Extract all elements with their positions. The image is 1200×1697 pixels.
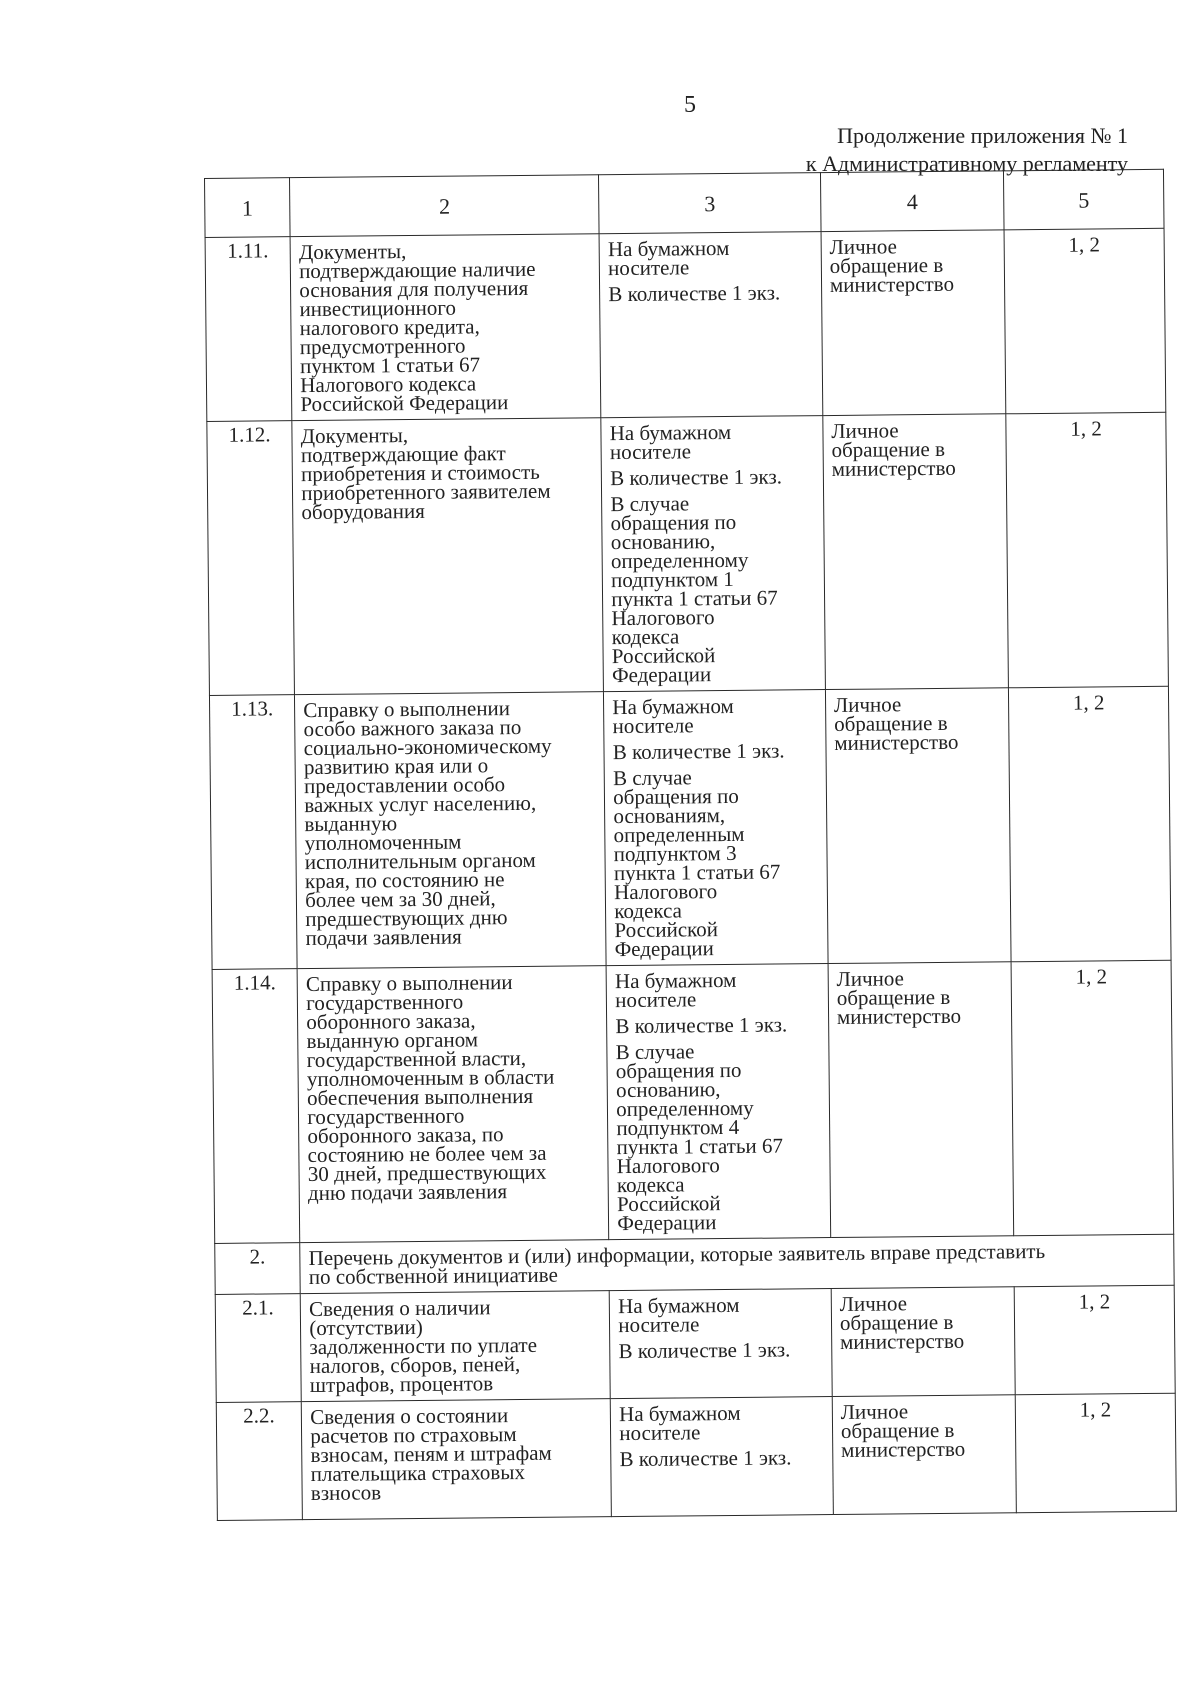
document-name-line: (отсутствии) — [309, 1314, 423, 1341]
code-values: 1, 2 — [1009, 686, 1171, 962]
submission-method — [823, 414, 1009, 690]
table-row — [216, 1393, 1176, 1520]
submission-method-line: обращение в — [839, 1309, 954, 1335]
quantity: В количестве 1 экз. — [608, 280, 781, 307]
submission-method-line: министерство — [840, 1436, 966, 1462]
quantity: В количестве 1 экз. — [612, 738, 785, 765]
document-name-line: штрафов, процентов — [309, 1371, 494, 1398]
document-name-line: государственного — [307, 1103, 465, 1130]
quantity: В количестве 1 экз. — [615, 1012, 788, 1039]
condition-note-line: основанию, — [615, 1077, 721, 1103]
header-cell: 2 — [290, 175, 600, 237]
document-name-line: Налогового кодекса — [300, 371, 477, 398]
document-name-line: налогового кредита, — [299, 314, 480, 341]
code-values: 1, 2 — [1006, 412, 1168, 688]
code-values: 1, 2 — [1004, 228, 1166, 414]
submission-form-line: На бумажном — [612, 693, 734, 720]
document-name-line: Справку о выполнении — [305, 970, 513, 997]
document-name-line: предусмотренного — [299, 333, 466, 360]
header-cell: 3 — [599, 173, 821, 234]
quantity: В количестве 1 экз. — [619, 1445, 792, 1472]
section-row — [215, 1234, 1174, 1294]
condition-note-line: определенному — [616, 1095, 754, 1122]
document-name-line: состоянию не более чем за — [307, 1140, 547, 1168]
row-number: 2.1. — [215, 1294, 301, 1403]
document-name — [301, 1399, 611, 1520]
document-name-line: уполномоченным — [304, 829, 462, 856]
document-name-line: инвестиционного — [299, 295, 457, 322]
section-title-line: Перечень документов и (или) информации, которые заявитель вправе представить — [308, 1238, 1046, 1271]
document-name-line: государственного — [306, 989, 464, 1016]
document-name — [292, 418, 604, 695]
document-name-line: важных услуг населению, — [304, 790, 537, 818]
document-name-line: развитию края или о — [303, 753, 489, 780]
row-number: 1.14. — [212, 969, 300, 1244]
submission-form — [606, 964, 830, 1240]
document-name-line: Российской Федерации — [300, 390, 509, 417]
condition-note-line: подпунктом 1 — [610, 566, 734, 593]
submission-form-line: носителе — [612, 713, 694, 739]
condition-note-line: обращения по — [610, 509, 737, 536]
submission-form — [609, 1289, 832, 1399]
condition-note-line: Российской — [616, 1191, 721, 1217]
submission-method-line: министерство — [839, 1328, 965, 1354]
condition-note-line: В случае — [615, 1039, 695, 1065]
header-cell: 5 — [1004, 169, 1164, 230]
condition-note-line: Налогового — [611, 605, 715, 631]
condition-note-line: подпунктом 4 — [616, 1114, 740, 1141]
document-name-line: приобретенного заявителем — [301, 478, 551, 506]
condition-note-line: В случае — [610, 491, 690, 517]
document-name-line: выданную — [304, 811, 398, 837]
table-row — [207, 412, 1169, 695]
submission-method — [821, 230, 1006, 416]
condition-note-line: пункта 1 статьи 67 — [611, 585, 778, 612]
condition-note-line: определенному — [610, 547, 749, 574]
document-name-line: предоставлении особо — [303, 772, 506, 799]
page-number: 5 — [684, 92, 696, 118]
document-name-line: расчетов по страховым — [310, 1422, 517, 1449]
section-number: 2. — [215, 1243, 301, 1295]
condition-note-line: основанию, — [610, 529, 716, 555]
document-name-line: дню подачи заявления — [307, 1179, 508, 1206]
header-cell: 1 — [205, 178, 291, 238]
submission-form-line: На бумажном — [609, 419, 732, 446]
document-name-line: Сведения о наличии — [308, 1295, 491, 1322]
submission-form-line: носителе — [609, 439, 692, 465]
condition-note-line: В случае — [612, 765, 692, 791]
document-name-line: уполномоченным в области — [306, 1064, 555, 1092]
condition-note-line: Налогового — [616, 1153, 720, 1179]
submission-method-line: министерство — [834, 729, 959, 755]
document-name-line: исполнительным органом — [304, 847, 536, 875]
condition-note-line: определенным — [613, 821, 745, 848]
condition-note-line: пункта 1 статьи 67 — [616, 1133, 784, 1160]
document-name — [295, 692, 607, 969]
condition-note-line: Налогового — [613, 879, 718, 905]
condition-note-line: подпунктом 3 — [613, 840, 737, 867]
condition-note-line: кодекса — [616, 1172, 685, 1198]
submission-form-line: носителе — [619, 1420, 701, 1446]
submission-method-line: Личное — [836, 966, 905, 991]
section-title — [300, 1234, 1174, 1293]
document-name — [300, 1291, 610, 1402]
submission-form-line: носителе — [615, 987, 697, 1013]
document-name-line: плательщика страховых — [310, 1459, 526, 1487]
document-name-line: государственной власти, — [306, 1045, 527, 1073]
condition-note-line: Федерации — [617, 1210, 717, 1236]
document-name-line: основания для получения — [299, 275, 529, 303]
condition-note-line: пункта 1 статьи 67 — [613, 859, 781, 886]
condition-note-line: кодекса — [614, 898, 683, 924]
submission-method-line: Личное — [831, 418, 899, 443]
document-name-line: оборудования — [301, 498, 425, 525]
submission-method-line: министерство — [836, 1003, 962, 1029]
submission-method — [828, 962, 1014, 1238]
document-name-line: 30 дней, предшествующих — [307, 1159, 547, 1187]
document-name-line: оборонного заказа, — [306, 1008, 476, 1035]
header-cell: 4 — [820, 171, 1004, 232]
document-name-line: пунктом 1 статьи 67 — [299, 352, 481, 379]
table-row — [205, 228, 1166, 421]
document-name-line: выданную органом — [306, 1027, 479, 1054]
document-name-line: Сведения о состоянии — [310, 1403, 509, 1430]
document-name-line: задолженности по уплате — [309, 1332, 538, 1360]
submission-method — [831, 1287, 1015, 1397]
condition-note-line: Российской — [614, 917, 719, 943]
submission-method-line: Личное — [840, 1399, 909, 1424]
code-values: 1, 2 — [1015, 1393, 1176, 1513]
document-name-line: особо важного заказа по — [303, 714, 522, 742]
condition-note-line: Российской — [611, 643, 716, 669]
submission-form — [604, 690, 828, 966]
document-name-line: оборонного заказа, по — [307, 1122, 504, 1149]
submission-method-line: Личное — [839, 1291, 908, 1316]
documents-table — [204, 169, 1177, 1521]
document-name — [290, 234, 601, 421]
document-name-line: взносам, пеням и штрафам — [310, 1440, 552, 1468]
condition-note-line: Федерации — [614, 936, 714, 962]
condition-note-line: кодекса — [611, 624, 680, 650]
document-name-line: Документы, — [300, 423, 409, 449]
document-name-line: более чем за 30 дней, — [305, 886, 496, 913]
submission-form-line: На бумажном — [607, 235, 730, 262]
document-name-line: подачи заявления — [305, 924, 462, 951]
section-title-line: по собственной инициативе — [308, 1262, 558, 1290]
appendix-header-line-2: к Административному регламенту — [805, 151, 1128, 176]
appendix-header-line-1: Продолжение приложения № 1 — [837, 123, 1128, 148]
submission-form-line: На бумажном — [614, 967, 737, 994]
condition-note-line: Федерации — [611, 662, 712, 688]
table-header-row — [205, 169, 1165, 237]
document-name-line: предшествующих дню — [305, 905, 508, 932]
document-name-line: края, по состоянию не — [304, 867, 505, 894]
condition-note-line: обращения по — [613, 783, 739, 810]
code-values: 1, 2 — [1014, 1285, 1175, 1395]
submission-method-line: обращение в — [834, 710, 948, 736]
submission-form — [599, 232, 822, 418]
submission-form-line: На бумажном — [617, 1292, 740, 1319]
submission-method-line: министерство — [829, 271, 955, 297]
submission-method-line: обращение в — [831, 436, 946, 462]
document-name-line: подтверждающие факт — [300, 441, 506, 468]
submission-method-line: Личное — [833, 692, 902, 717]
document-name — [297, 966, 609, 1243]
submission-method-line: Личное — [829, 234, 898, 259]
document-name-line: налогов, сборов, пеней, — [309, 1352, 521, 1379]
condition-note-line: обращения по — [615, 1057, 742, 1084]
submission-method-line: обращение в — [840, 1417, 955, 1443]
document-name-line: взносов — [310, 1480, 382, 1506]
document-name-line: Справку о выполнении — [303, 696, 511, 723]
submission-method-line: обращение в — [829, 252, 944, 278]
row-number: 1.11. — [205, 237, 292, 422]
table-row — [209, 686, 1171, 969]
document-name-line: обеспечения выполнения — [306, 1083, 534, 1111]
quantity: В количестве 1 экз. — [618, 1337, 791, 1364]
submission-form-line: носителе — [618, 1312, 700, 1338]
document-name-line: социально-экономическому — [303, 733, 552, 761]
document-name-line: подтверждающие наличие — [299, 256, 536, 284]
document-name-line: Документы, — [298, 239, 407, 265]
row-number: 1.12. — [207, 421, 295, 696]
table-row — [212, 960, 1174, 1243]
submission-form — [610, 1397, 833, 1517]
submission-form — [601, 416, 825, 692]
submission-method — [832, 1395, 1016, 1515]
submission-method — [825, 688, 1011, 964]
row-number: 1.13. — [209, 695, 297, 970]
quantity: В количестве 1 экз. — [610, 464, 783, 491]
condition-note-line: основаниям, — [613, 803, 726, 829]
document-name-line: приобретения и стоимость — [300, 459, 540, 487]
code-values: 1, 2 — [1011, 960, 1173, 1236]
submission-form-line: На бумажном — [619, 1400, 741, 1427]
submission-form-line: носителе — [608, 255, 690, 281]
submission-method-line: министерство — [831, 455, 956, 481]
row-number: 2.2. — [216, 1402, 302, 1521]
table-row — [215, 1285, 1175, 1402]
submission-method-line: обращение в — [836, 984, 951, 1010]
